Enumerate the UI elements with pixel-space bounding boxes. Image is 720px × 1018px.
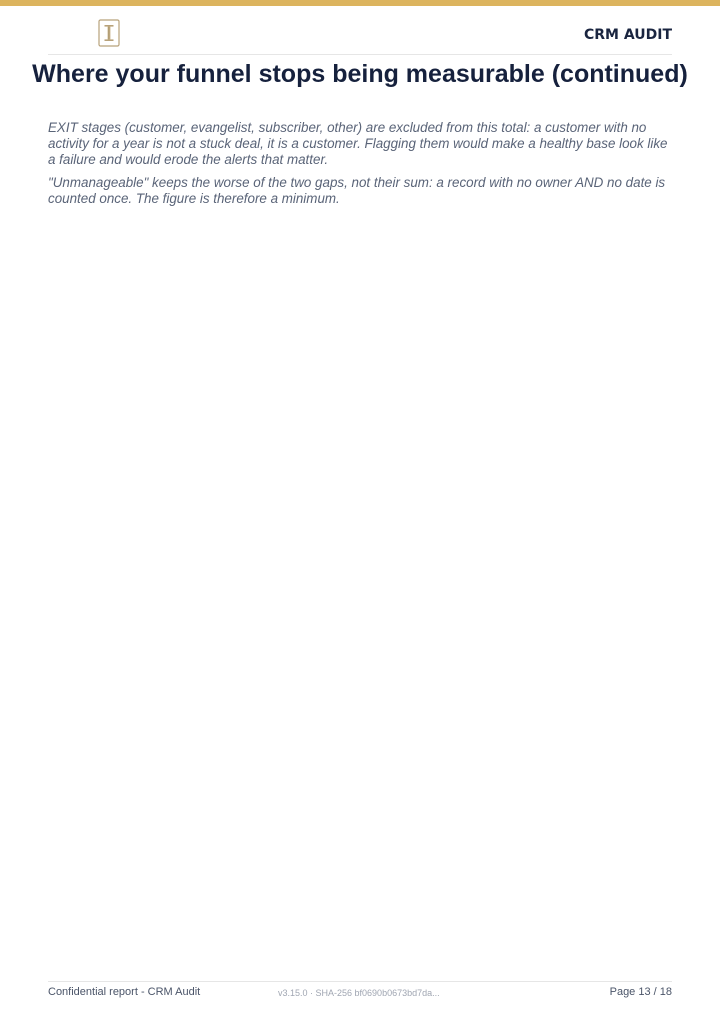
pillar-logo-icon bbox=[98, 19, 120, 47]
footer-version-hash: v3.15.0 · SHA-256 bf0690b0673bd7da... bbox=[278, 988, 440, 998]
notes-section bbox=[48, 120, 674, 214]
page-title: Where your funnel stops being measurable (continued) bbox=[32, 60, 688, 88]
header-title: CRM AUDIT bbox=[583, 27, 672, 43]
footer-confidential-label: Confidential report - CRM Audit bbox=[48, 986, 201, 998]
unmanageable-note: "Unmanageable" keeps the worse of the two gaps, not their sum: a record with no owner AND no date is counted once. The figure is therefore a minimum. bbox=[48, 175, 666, 206]
page-header bbox=[48, 17, 672, 55]
top-accent-bar bbox=[0, 0, 720, 6]
page-footer bbox=[48, 981, 672, 1005]
footer-page-number: Page 13 / 18 bbox=[609, 986, 672, 998]
exit-stages-note: EXIT stages (customer, evangelist, subscriber, other) are excluded from this total: a customer with no activity for a year is not a stuck deal, it is a customer. Flagging them would make a healthy base look like a failure and would erode the alerts that matter. bbox=[48, 120, 668, 167]
